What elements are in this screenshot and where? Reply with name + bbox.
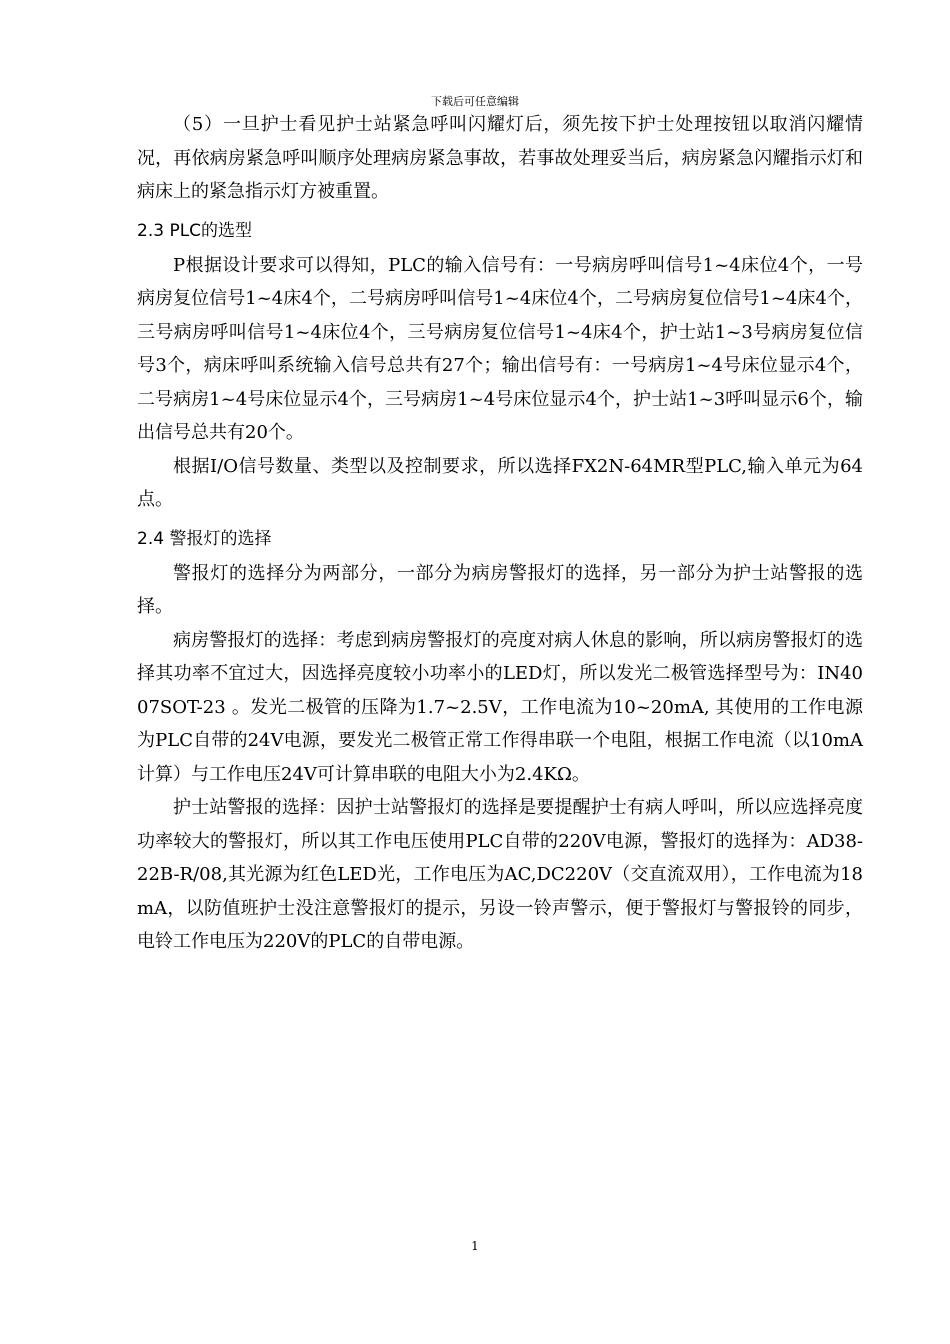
- section-heading-plc-selection: 2.3 PLC的选型: [137, 220, 253, 241]
- paragraph-plc-model: 根据I/O信号数量、类型以及控制要求，所以选择FX2N-64MR型PLC,输入单元为64点。: [137, 455, 863, 510]
- paragraph-nurse-handling: （5）一旦护士看见护士站紧急呼叫闪耀灯后，须先按下护士处理按钮以取消闪耀情况，再依病房紧急呼叫顺序处理病房紧急事故，若事故处理妥当后，病房紧急闪耀指示灯和病床上的紧急指示灯方被重置。: [137, 114, 863, 202]
- section-heading-alarm-lamp: 2.4 警报灯的选择: [137, 528, 272, 549]
- header-note: 下载后可任意编辑: [431, 95, 519, 108]
- document-body: [137, 108, 863, 959]
- paragraph-ward-alarm: 病房警报灯的选择：考虑到病房警报灯的亮度对病人休息的影响，所以病房警报灯的选择其功率不宜过大，因选择亮度较小功率小的LED灯，所以发光二极管选择型号为：IN4007SOT-23 。发光二极管的压降为1.7~2.5V，工作电流为10~20mA, 其使用的工作电源为PLC自带的24V电源，要发光二极管正常工作得串联一个电阻，根据工作电流（以10mA计算）与工作电压24V可计算串联的电阻大小为2.4KΩ。: [137, 629, 863, 785]
- paragraph-alarm-overview: 警报灯的选择分为两部分，一部分为病房警报灯的选择，另一部分为护士站警报的选择。: [137, 562, 863, 617]
- page-number: 1: [471, 1239, 479, 1253]
- paragraph-io-signals: P根据设计要求可以得知，PLC的输入信号有：一号病房呼叫信号1~4床位4个，一号病房复位信号1~4床4个，二号病房呼叫信号1~4床位4个，二号病房复位信号1~4床4个，三号病房呼叫信号1~4床位4个，三号病房复位信号1~4床4个，护士站1~3号病房复位信号3个，病床呼叫系统输入信号总共有27个；输出信号有：一号病房1~4号床位显示4个，二号病房1~4号床位显示4个，三号病房1~4号床位显示4个，护士站1~3呼叫显示6个，输出信号总共有20个。: [137, 254, 863, 443]
- paragraph-station-alarm: 护士站警报的选择：因护士站警报灯的选择是要提醒护士有病人呼叫，所以应选择亮度功率较大的警报灯，所以其工作电压使用PLC自带的220V电源，警报灯的选择为：AD38-22B-R/08,其光源为红色LED光，工作电压为AC,DC220V（交直流双用），工作电流为18mA，以防值班护士没注意警报灯的提示，另设一铃声警示，便于警报灯与警报铃的同步，电铃工作电压为220V的PLC的自带电源。: [137, 797, 863, 952]
